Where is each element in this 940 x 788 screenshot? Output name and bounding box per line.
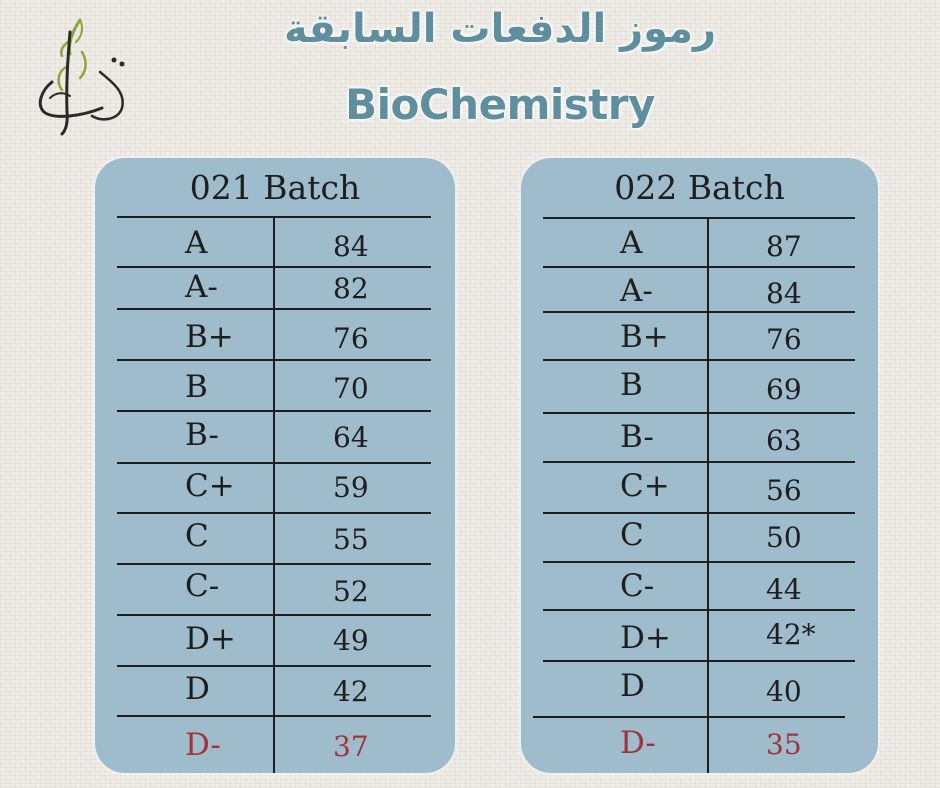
row-divider [543,311,855,313]
row-divider [543,561,855,563]
grade-label-failing: D- [185,727,221,763]
grade-label: D [185,671,210,707]
grade-label: A- [185,269,218,305]
grade-threshold: 84 [766,277,802,310]
grade-label: D [620,668,645,704]
grade-label: D+ [620,620,671,656]
grade-threshold: 70 [333,372,369,405]
grade-threshold: 76 [766,323,802,356]
grade-threshold-failing: 37 [333,730,369,763]
row-divider [533,716,845,718]
grade-threshold: 52 [333,575,369,608]
row-divider [543,359,855,361]
grade-threshold: 82 [333,272,369,305]
grade-label: B+ [620,319,669,355]
grade-label: B- [185,417,219,453]
grade-threshold: 63 [766,424,802,457]
row-divider [543,609,855,611]
page-title: BioChemistry [345,80,655,129]
grade-label: C+ [620,468,670,504]
grade-label: A [620,225,643,261]
batch-title: 021 Batch [189,168,361,207]
grade-label-failing: D- [620,725,656,761]
calligraphy-logo-icon [22,12,142,142]
grade-threshold: 69 [766,373,802,406]
grade-threshold: 59 [333,471,369,504]
column-divider [273,216,275,773]
grade-label: C- [185,568,220,604]
grade-label: B [620,367,643,403]
grade-threshold: 50 [766,521,802,554]
grade-threshold: 56 [766,474,802,507]
grade-threshold: 87 [766,230,802,263]
row-divider [543,217,855,219]
row-divider [543,266,855,268]
row-divider [543,512,855,514]
grade-threshold: 84 [333,230,369,263]
grade-threshold: 42 [333,675,369,708]
grade-threshold: 76 [333,322,369,355]
row-divider [543,660,855,662]
grade-label: D+ [185,621,236,657]
grade-label: C [185,518,209,554]
row-divider [543,461,855,463]
grade-threshold: 55 [333,523,369,556]
grade-label: C [620,517,644,553]
batch-title: 022 Batch [614,168,785,207]
grade-threshold: 40 [766,675,802,708]
grade-label: A- [620,273,653,309]
column-divider [707,217,709,773]
grade-label: B- [620,419,654,455]
grade-threshold: 44 [766,573,802,606]
grade-label: B+ [185,319,234,355]
grade-label: B [185,369,208,405]
grade-threshold: 64 [333,421,369,454]
row-divider [543,412,855,414]
grade-label: C- [620,568,655,604]
grade-threshold-failing: 35 [766,728,802,761]
batch-card-021 [95,158,455,773]
batch-card-022 [521,158,878,773]
page-title-arabic: رموز الدفعات السابقة [283,6,717,52]
grade-threshold: 49 [333,624,369,657]
grade-label: C+ [185,468,235,504]
grade-threshold: 42* [766,618,816,651]
grade-label: A [185,225,208,261]
